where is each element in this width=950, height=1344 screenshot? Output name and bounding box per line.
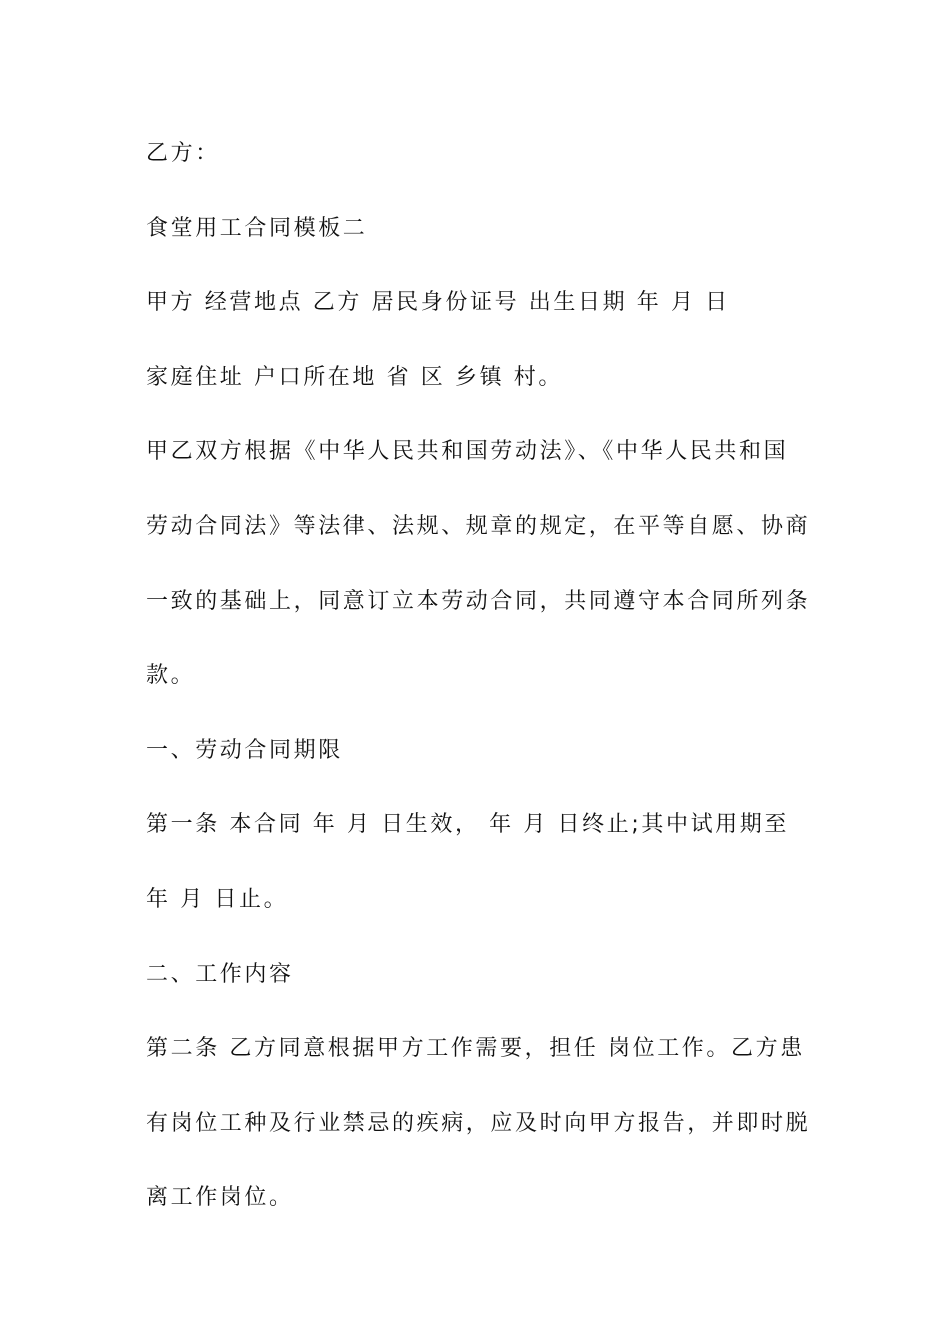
section-heading-work-content: 二、工作内容	[146, 961, 294, 987]
article-1-line-2: 年 月 日止。	[146, 886, 289, 912]
document-title: 食堂用工合同模板二	[146, 215, 368, 241]
preamble-line-3: 一致的基础上，同意订立本劳动合同，共同遵守本合同所列条	[146, 588, 811, 614]
address-info-line: 家庭住址 户口所在地 省 区 乡镇 村。	[146, 364, 563, 390]
document-body	[146, 117, 816, 1236]
preamble-line-2: 劳动合同法》等法律、法规、规章的规定，在平等自愿、协商	[146, 513, 811, 539]
section-heading-contract-term: 一、劳动合同期限	[146, 737, 343, 763]
party-b-label: 乙方：	[146, 141, 220, 166]
preamble-line-1: 甲乙双方根据《中华人民共和国劳动法》、《中华人民共和国	[146, 439, 789, 465]
party-a-info-line: 甲方 经营地点 乙方 居民身份证号 出生日期 年 月 日	[146, 290, 730, 316]
article-2-line-1: 第二条 乙方同意根据甲方工作需要，担任 岗位工作。乙方患	[146, 1036, 805, 1062]
article-1-line-1: 第一条 本合同 年 月 日生效， 年 月 日终止;其中试用期至	[146, 812, 789, 838]
article-2-line-2: 有岗位工种及行业禁忌的疾病，应及时向甲方报告，并即时脱	[146, 1110, 811, 1136]
preamble-line-4: 款。	[146, 663, 196, 689]
article-2-line-3: 离工作岗位。	[146, 1185, 294, 1211]
